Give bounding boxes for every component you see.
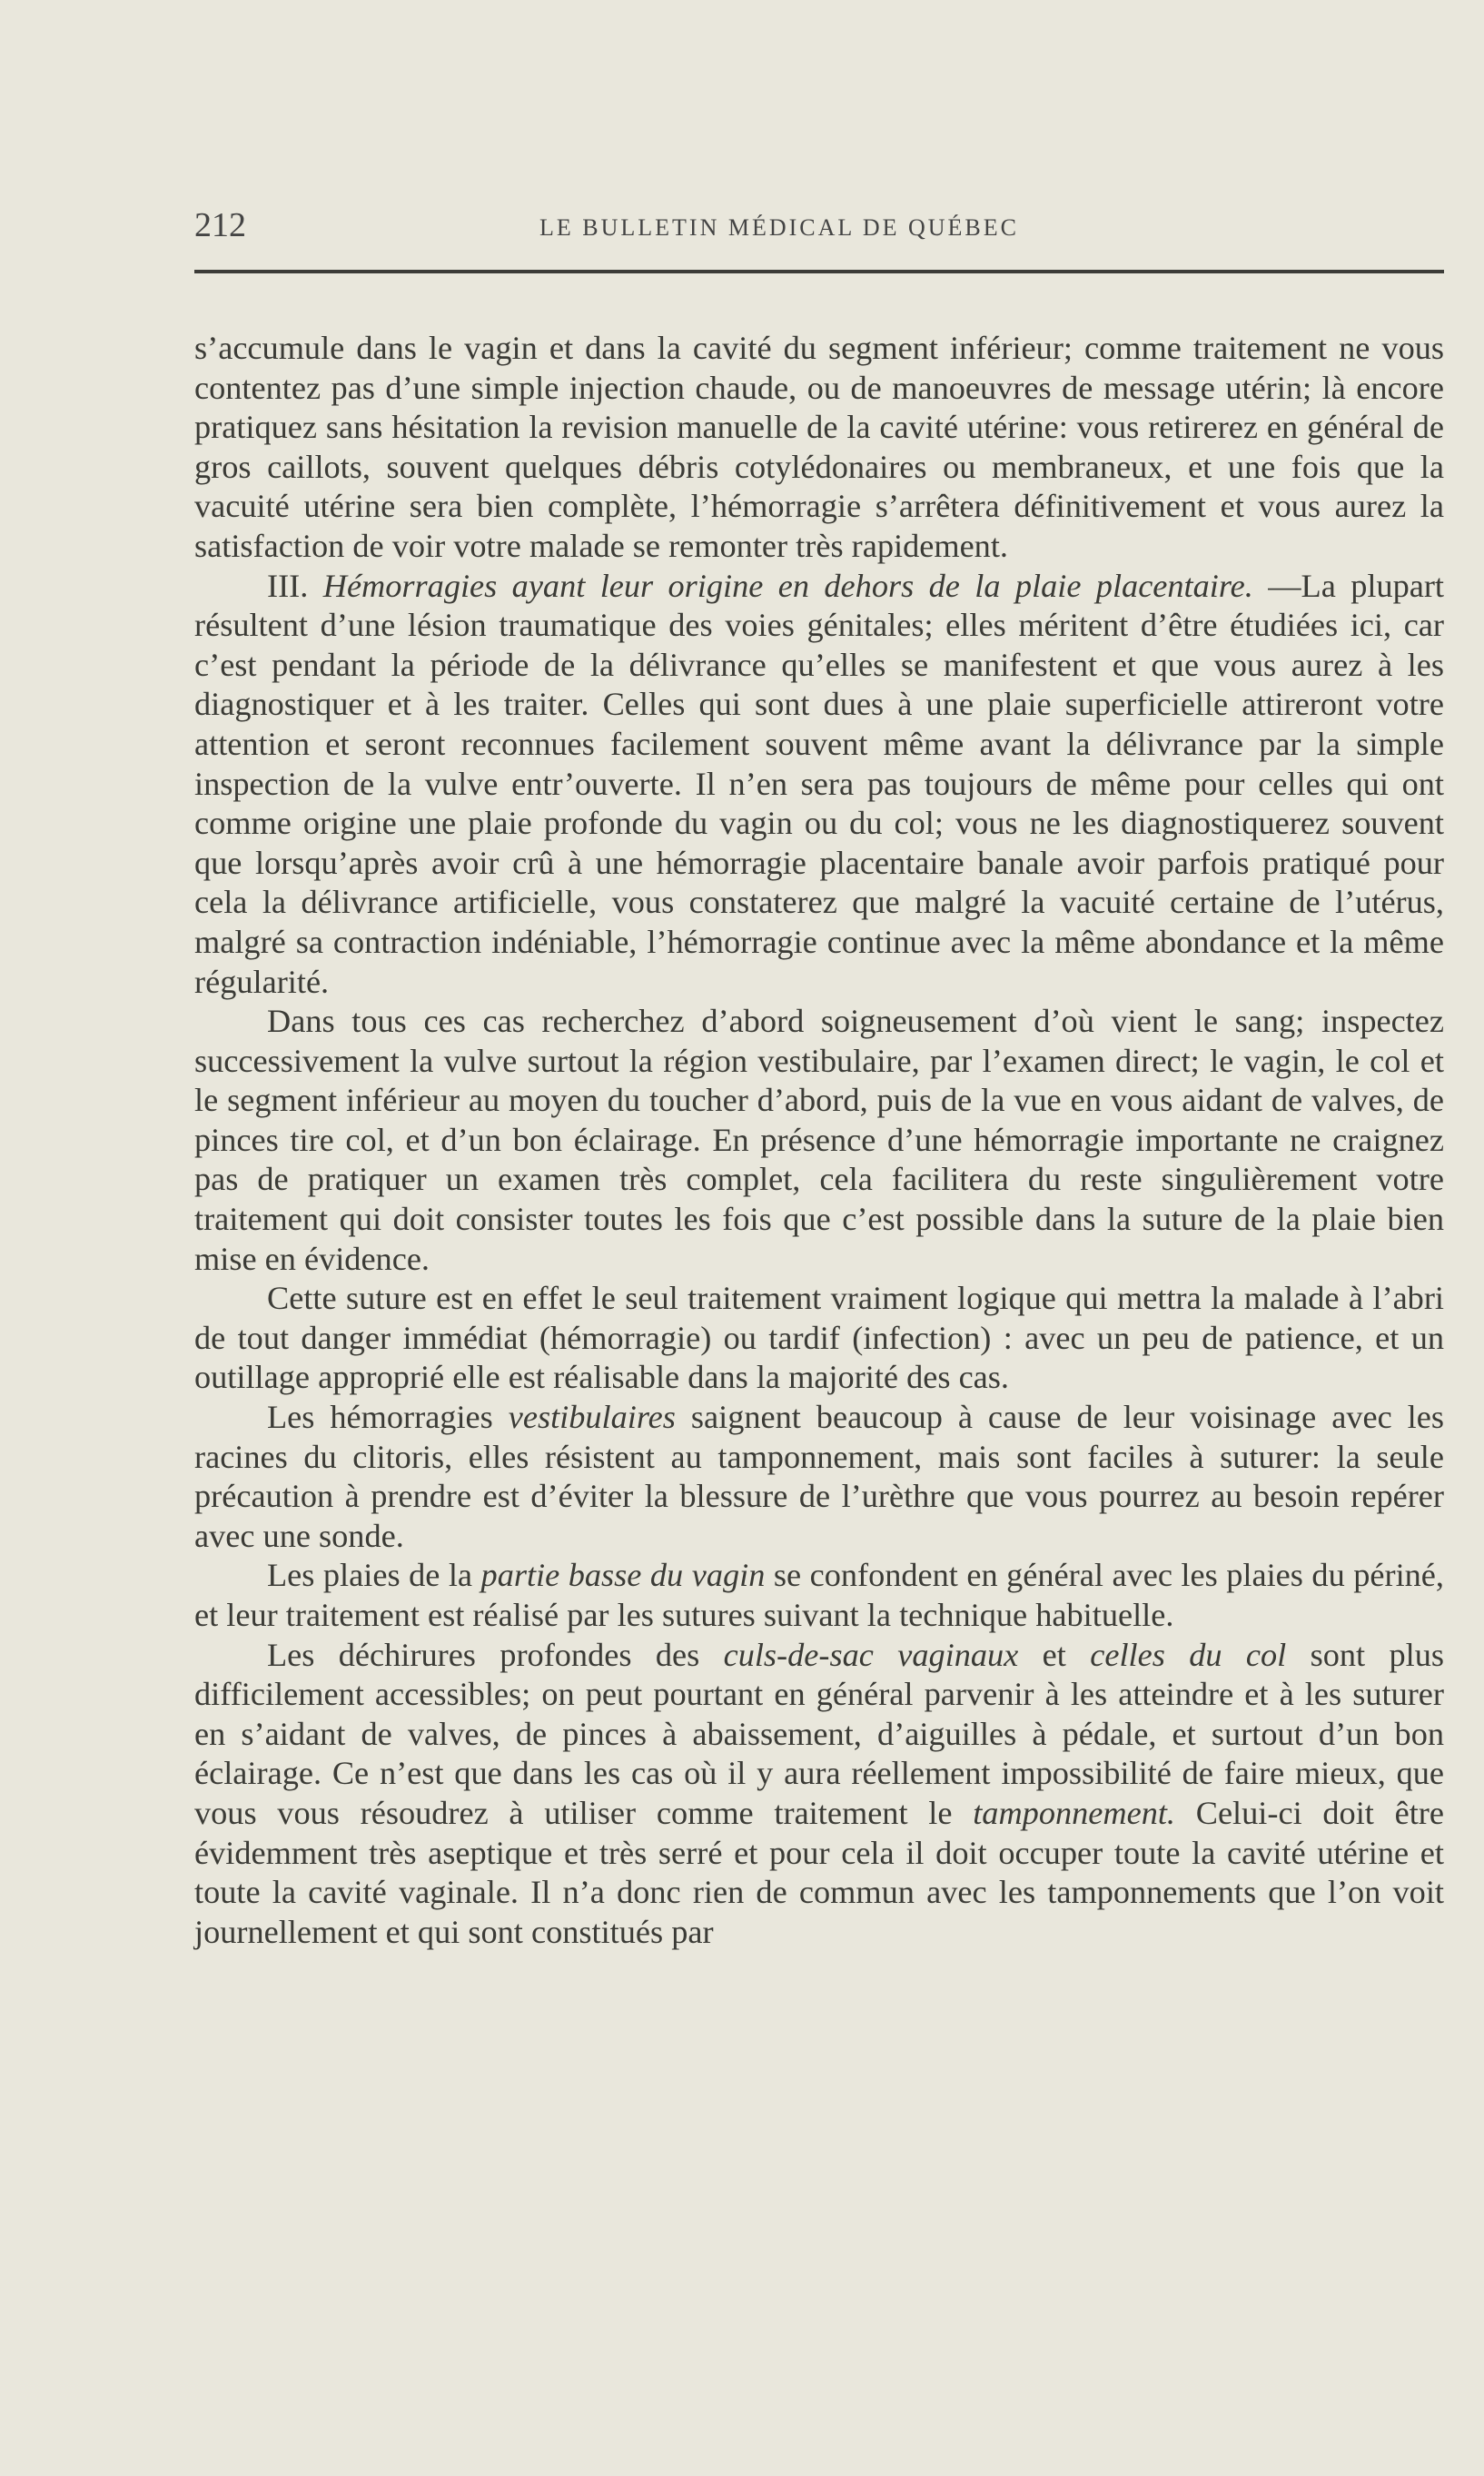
paragraph-text: et: [1018, 1636, 1091, 1673]
emphasis-text: culs-de-sac vaginaux: [723, 1636, 1019, 1673]
paragraph: [194, 1636, 1444, 1953]
paragraph-text: Dans tous ces cas recherchez d’abord soigneusement d’où vient le sang; inspectez successivement la vulve surtout la région vestibulaire, par l’examen direct; le vagin, le col et le segment inférieur au moyen du toucher d’abord, puis de la vue en vous aidant de valves, de pinces tire col, et d’un bon éclairage. En présence d’une hémorragie importante ne craignez pas de pratiquer un examen très complet, cela facilitera du reste singulièrement votre traitement qui doit consister toutes les fois que c’est possible dans la suture de la plaie bien mise en évidence.: [194, 1003, 1444, 1277]
paragraph: [194, 1279, 1444, 1398]
paragraph-text: Celui-ci doit être évidemment très aseptique et très serré et pour cela il doit occuper toute la cavité utérine et toute la cavité vaginale. Il n’a donc rien de commun avec les tamponnements que l’on voit journellement et qui sont constitués par: [194, 1794, 1444, 1950]
paragraph: [194, 1002, 1444, 1279]
paragraph-text: Les plaies de la: [267, 1557, 481, 1594]
paragraph-text: se confondent en général avec les plaies du périné, et leur traitement est réalisé par les sutures suivant la technique habituelle.: [194, 1557, 1444, 1633]
emphasis-text: tamponnement.: [973, 1794, 1175, 1831]
emphasis-text: partie basse du vagin: [480, 1557, 766, 1594]
paragraph: [194, 1556, 1444, 1635]
paragraph: [194, 1398, 1444, 1556]
section-heading: Hémorragies ayant leur origine en dehors de la plaie placentaire.: [322, 567, 1253, 604]
paragraph-section-iii: [194, 567, 1444, 1003]
article-body: [194, 329, 1444, 1952]
paragraph-text: —La plupart résultent d’une lésion traumatique des voies génitales; elles méritent d’être étudiées ici, car c’est pendant la période de la délivrance qu’elles se manifestent et que vous aurez à les diagnostiquer et à les traiter. Celles qui sont dues à une plaie superficielle attireront votre attention et seront reconnues facilement souvent même avant la délivrance par la simple inspection de la vulve entr’ouverte. Il n’en sera pas toujours de même pour celles qui ont comme origine une plaie profonde du vagin ou du col; vous ne les diagnostiquerez souvent que lorsqu’après avoir crû à une hémorragie placentaire banale avoir parfois pratiqué pour cela la délivrance artificielle, vous constaterez que malgré la vacuité certaine de l’utérus, malgré sa contraction indéniable, l’hémorragie continue avec la même abondance et la même régularité.: [194, 567, 1445, 1000]
paragraph-continuation: [194, 329, 1444, 567]
section-numeral: III.: [267, 567, 309, 604]
paragraph-text: Les hémorragies: [267, 1399, 509, 1436]
paragraph-text: saignent beaucoup à cause de leur voisinage avec les racines du clitoris, elles résistent au tamponnement, mais sont faciles à suturer: la seule précaution à prendre est d’éviter la blessure de l’urèthre que vous pourrez au besoin repérer avec une sonde.: [194, 1399, 1444, 1554]
paragraph-text: sont plus difficilement accessibles; on peut pourtant en général parvenir à les atteindre et à les suturer en s’aidant de valves, de pinces à abaissement, d’aiguilles à pédale, et surtout d’un bon éclairage. Ce n’est que dans les cas où il y aura réellement impossibilité de faire mieux, que vous vous résoudrez à utiliser comme traitement le: [194, 1636, 1444, 1831]
emphasis-text: vestibulaires: [508, 1399, 676, 1436]
page-number: 212: [194, 206, 246, 244]
emphasis-text: celles du col: [1090, 1636, 1287, 1673]
paragraph-text: s’accumule dans le vagin et dans la cavité du segment inférieur; comme traitement ne vous contentez pas d’une simple injection chaude, ou de manoeuvres de message utérin; là encore pratiquez sans hésitation la revision manuelle de la cavité utérine: vous retirerez en général de gros caillots, souvent quelques débris cotylédonaires ou membraneux, et une fois que la vacuité utérine sera bien complète, l’hémorragie s’arrêtera définitivement et vous aurez la satisfaction de voir votre malade se remonter très rapidement.: [194, 330, 1444, 564]
header-rule: [194, 270, 1444, 273]
paragraph-text: Les déchirures profondes des: [267, 1636, 724, 1673]
page-header: [194, 205, 1444, 251]
paragraph-text: Cette suture est en effet le seul traitement vraiment logique qui mettra la malade à l’abri de tout danger immédiat (hémorragie) ou tardif (infection) : avec un peu de patience, et un outillage approprié elle est réalisable dans la majorité des cas.: [194, 1280, 1444, 1396]
running-title: LE BULLETIN MÉDICAL DE QUÉBEC: [539, 214, 1019, 241]
